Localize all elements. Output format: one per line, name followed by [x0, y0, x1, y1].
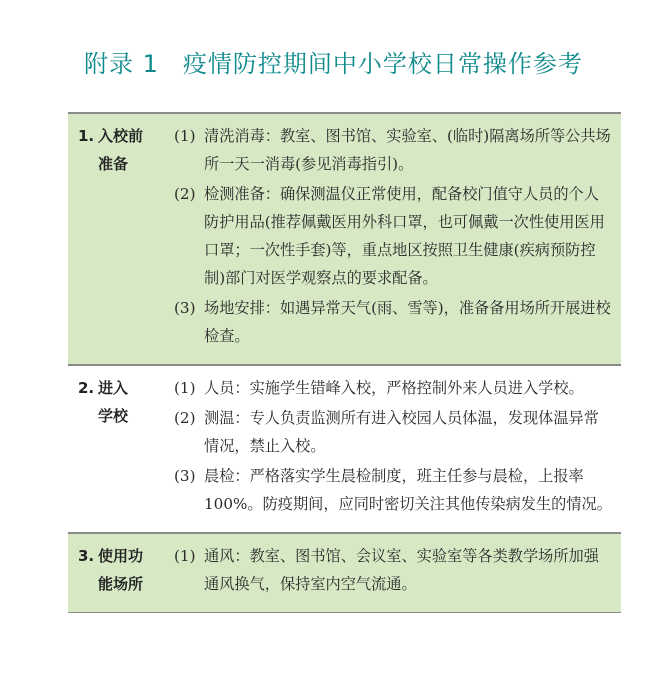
section-items — [174, 122, 614, 350]
section-number: 1. — [78, 127, 95, 145]
item-mark: (2) — [174, 409, 196, 427]
list-item — [174, 542, 614, 598]
list-item — [174, 180, 614, 292]
list-item — [174, 294, 614, 350]
operation-table — [68, 112, 621, 613]
section-label-line1: 使用功 — [98, 547, 144, 565]
item-mark: (1) — [174, 547, 196, 565]
section-pre-entry — [68, 112, 621, 364]
appendix-label: 附录 1 — [84, 50, 159, 78]
section-number: 2. — [78, 379, 95, 397]
item-mark: (3) — [174, 299, 196, 317]
section-number: 3. — [78, 547, 95, 565]
item-mark: (2) — [174, 185, 196, 203]
section-label — [78, 122, 162, 178]
section-label-line2: 能场所 — [98, 575, 144, 593]
item-text: 人员：实施学生错峰入校，严格控制外来人员进入学校。 — [204, 379, 584, 397]
section-function-rooms — [68, 532, 621, 613]
appendix-title: 疫情防控期间中小学校日常操作参考 — [182, 50, 583, 78]
list-item — [174, 122, 614, 178]
section-label-line1: 进入 — [98, 379, 129, 397]
item-text: 清洗消毒：教室、图书馆、实验室、(临时)隔离场所等公共场所一天一消毒(参见消毒指引)。 — [204, 127, 611, 173]
section-label-line2: 学校 — [98, 407, 129, 425]
item-text: 场地安排：如遇异常天气(雨、雪等)，准备备用场所开展进校检查。 — [204, 299, 611, 345]
item-text: 晨检：严格落实学生晨检制度，班主任参与晨检，上报率 100%。防疫期间，应同时密切关注其他传染病发生的情况。 — [204, 467, 612, 513]
list-item — [174, 374, 614, 402]
list-item — [174, 404, 614, 460]
item-mark: (1) — [174, 379, 196, 397]
section-items — [174, 542, 614, 598]
list-item — [174, 462, 614, 518]
section-items — [174, 374, 614, 518]
page-title — [84, 44, 583, 79]
section-label-line1: 入校前 — [98, 127, 144, 145]
item-text: 通风：教室、图书馆、会议室、实验室等各类教学场所加强通风换气，保持室内空气流通。 — [204, 547, 599, 593]
item-mark: (3) — [174, 467, 196, 485]
section-label — [78, 542, 162, 598]
section-label-line2: 准备 — [98, 155, 129, 173]
item-mark: (1) — [174, 127, 196, 145]
section-entry — [68, 364, 621, 532]
item-text: 测温：专人负责监测所有进入校园人员体温，发现体温异常情况，禁止入校。 — [204, 409, 599, 455]
section-label — [78, 374, 162, 430]
item-text: 检测准备：确保测温仪正常使用，配备校门值守人员的个人防护用品(推荐佩戴医用外科口罩，也可佩戴一次性使用医用口罩；一次性手套)等，重点地区按照卫生健康(疾病预防控制)部门对医学观察点的要求配备。 — [204, 185, 605, 287]
